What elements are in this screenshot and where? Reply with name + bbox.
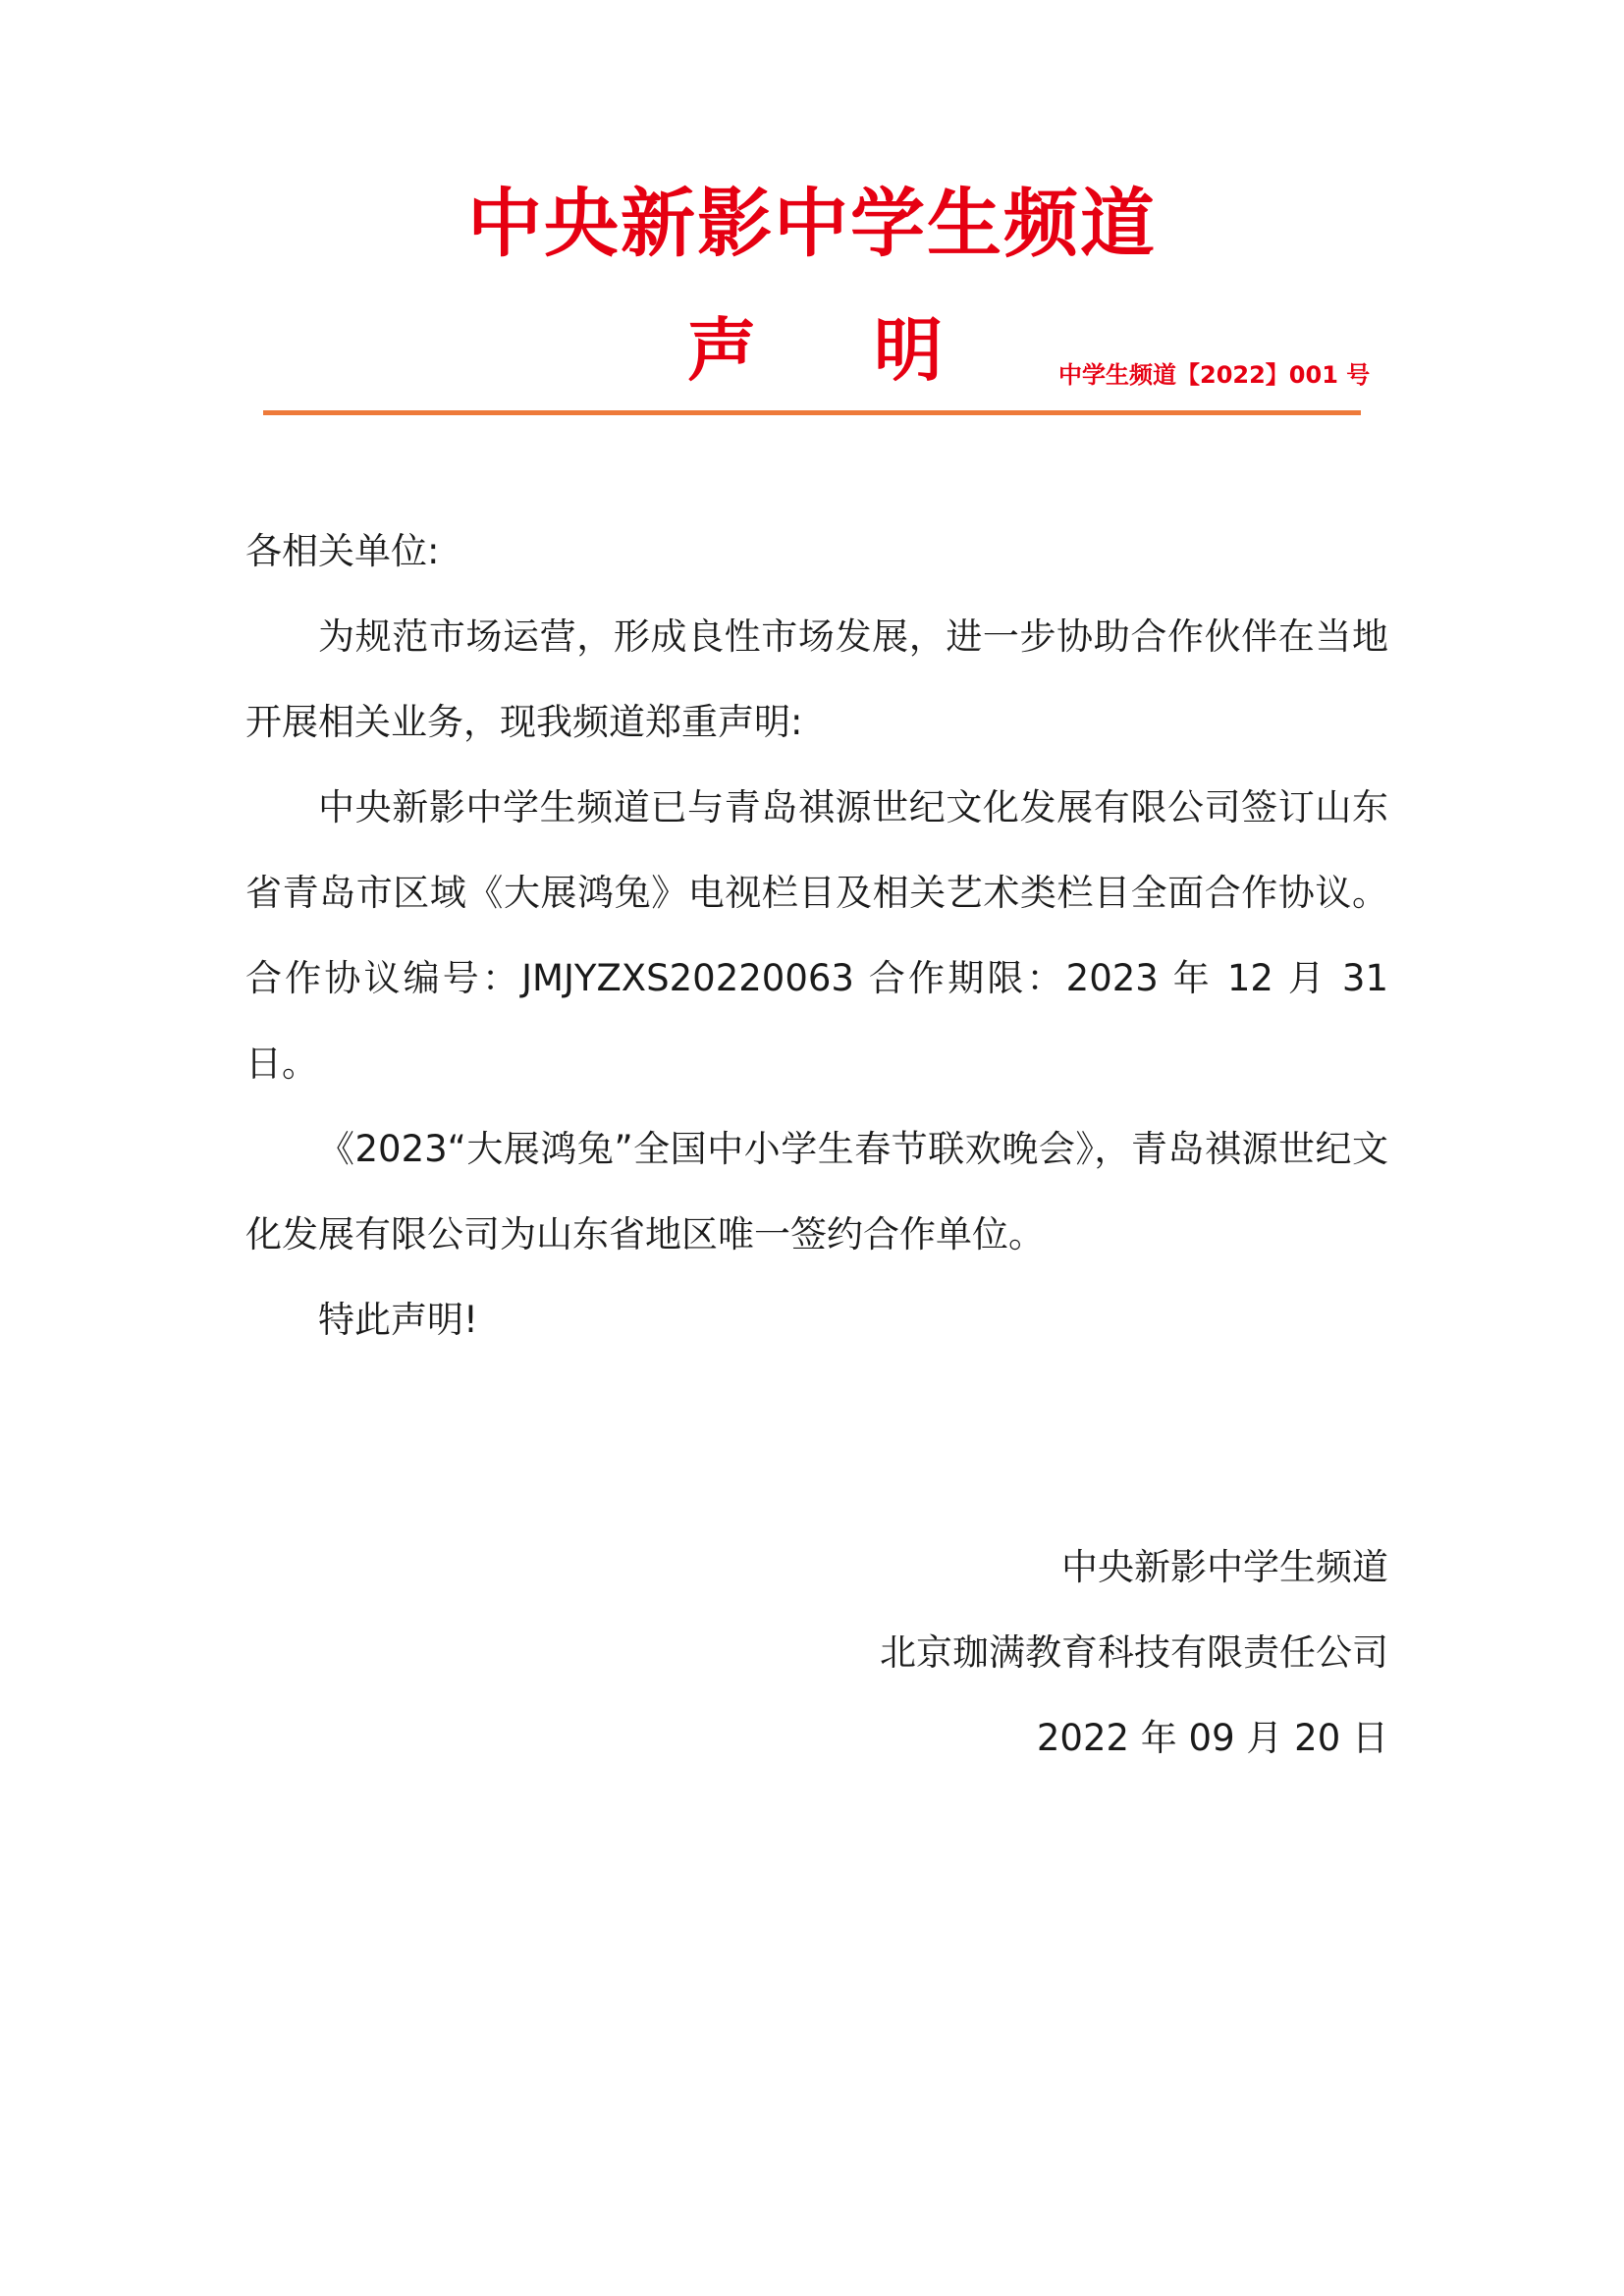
document-number: 中学生频道【2022】001 号 (1058, 361, 1371, 389)
organization-title: 中央新影中学生频道 (467, 180, 1157, 267)
document-title (687, 306, 943, 395)
closing-statement: 特此声明! (318, 1299, 478, 1341)
document-title-char-2: 明 (874, 310, 943, 391)
paragraph-intro: 为规范市场运营，形成良性市场发展，进一步协助合作伙伴在当地开展相关业务，现我频道郑重声明: (245, 615, 1388, 743)
signature-date: 2022 年 09 月 20 日 (1036, 1717, 1388, 1759)
document-body (245, 508, 1388, 1362)
header-divider (263, 410, 1361, 415)
signature-org-2: 北京珈满教育科技有限责任公司 (880, 1631, 1388, 1674)
signature-block (701, 1524, 1388, 1781)
signature-org-1: 中央新影中学生频道 (1061, 1546, 1388, 1588)
paragraph-gala: 《2023“大展鸿兔”全国中小学生春节联欢晚会》，青岛祺源世纪文化发展有限公司为山东省地区唯一签约合作单位。 (245, 1128, 1388, 1255)
paragraph-agreement: 中央新影中学生频道已与青岛祺源世纪文化发展有限公司签订山东省青岛市区域《大展鸿兔》电视栏目及相关艺术类栏目全面合作协议。合作协议编号：JMJYZXS20220063 合作期限：2023 年 12 月 31 日。 (245, 786, 1388, 1085)
document-title-char-1: 声 (687, 310, 756, 391)
salutation: 各相关单位: (245, 530, 440, 572)
